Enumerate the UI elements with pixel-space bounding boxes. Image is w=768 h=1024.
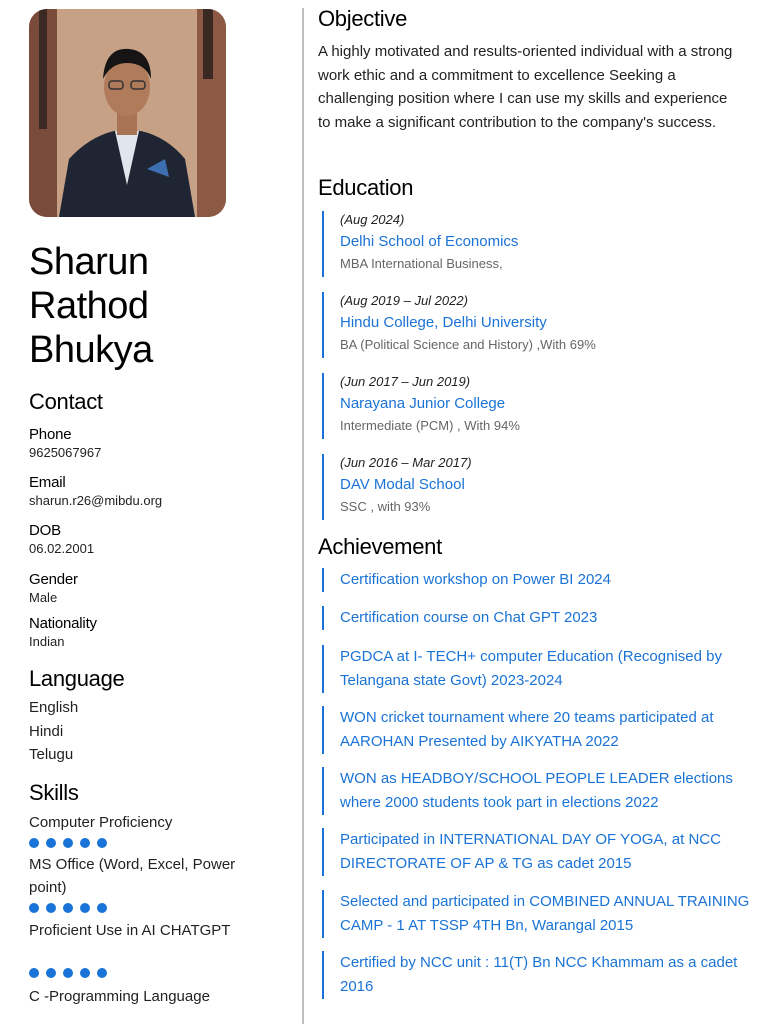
skills-heading: Skills [29, 780, 79, 805]
skill-rating [29, 903, 107, 913]
name-line-first: Sharun [29, 241, 149, 283]
rating-dot [80, 838, 90, 848]
skill-rating [29, 968, 107, 978]
contact-email [29, 474, 162, 508]
contact-label: Gender [29, 571, 78, 588]
education-institution: Hindu College, Delhi University [340, 314, 547, 331]
contact-nationality [29, 615, 97, 649]
rating-dot [97, 903, 107, 913]
language-list [29, 698, 78, 769]
education-date: (Aug 2019 – Jul 2022) [340, 293, 468, 308]
skill-name: MS Office (Word, Excel, Power point) [29, 856, 236, 896]
rating-dot [29, 838, 39, 848]
contact-label: Email [29, 474, 66, 491]
achievement-heading: Achievement [318, 534, 442, 559]
education-item [322, 292, 760, 358]
contact-dob [29, 522, 94, 556]
achievement-item: Certified by NCC unit : 11(T) Bn NCC Khammam as a cadet 2016 [322, 951, 760, 999]
rating-dot [63, 903, 73, 913]
contact-value: 06.02.2001 [29, 541, 95, 556]
education-institution: Delhi School of Economics [340, 233, 519, 250]
education-item [322, 211, 760, 277]
contact-label: Phone [29, 426, 72, 443]
rating-dot [63, 968, 73, 978]
rating-dot [46, 968, 56, 978]
education-institution: DAV Modal School [340, 476, 465, 493]
achievement-item: WON as HEADBOY/SCHOOL PEOPLE LEADER elections where 2000 students took part in elections 2022 [322, 767, 760, 815]
skill-name: C -Programming Language [29, 988, 210, 1005]
objective-heading: Objective [318, 6, 408, 31]
objective-text: A highly motivated and results-oriented individual with a strong work ethic and a commitment to excellence Seeking a challenging position where I can use my skills and experience to make a significant contribution to the company's success. [318, 43, 733, 131]
contact-value: 9625067967 [29, 445, 102, 460]
contact-phone [29, 426, 101, 460]
rating-dot [29, 903, 39, 913]
name-line-last: Bhukya [29, 329, 153, 371]
rating-dot [97, 968, 107, 978]
skill-name: Proficient Use in AI CHATGPT [29, 922, 231, 939]
education-date: (Aug 2024) [340, 212, 405, 227]
achievement-item: WON cricket tournament where 20 teams participated at AAROHAN Presented by AIKYATHA 2022 [322, 706, 760, 754]
profile-photo [29, 9, 226, 217]
education-degree: Intermediate (PCM) , With 94% [340, 418, 520, 433]
contact-label: DOB [29, 522, 61, 539]
full-name [29, 240, 153, 372]
contact-gender [29, 571, 78, 605]
education-date: (Jun 2016 – Mar 2017) [340, 455, 472, 470]
name-line-middle: Rathod [29, 285, 149, 327]
contact-value: Male [29, 590, 58, 605]
sidebar [0, 0, 300, 1024]
rating-dot [63, 838, 73, 848]
achievement-item: Participated in INTERNATIONAL DAY OF YOGA, at NCC DIRECTORATE OF AP & TG as cadet 2015 [322, 828, 760, 876]
achievement-item: Selected and participated in COMBINED ANNUAL TRAINING CAMP - 1 AT TSSP 4TH Bn, Warangal 2015 [322, 890, 760, 938]
education-item [322, 454, 760, 520]
language-item: Hindi [29, 722, 64, 740]
column-divider [302, 8, 304, 1024]
education-date: (Jun 2017 – Jun 2019) [340, 374, 471, 389]
education-institution: Narayana Junior College [340, 395, 506, 412]
achievement-item: PGDCA at I- TECH+ computer Education (Recognised by Telangana state Govt) 2023-2024 [322, 645, 760, 693]
rating-dot [46, 903, 56, 913]
contact-value: Indian [29, 634, 65, 649]
education-degree: BA (Political Science and History) ,With 69% [340, 337, 596, 352]
contact-label: Nationality [29, 615, 97, 632]
achievement-item: Certification course on Chat GPT 2023 [322, 606, 760, 630]
education-item [322, 373, 760, 439]
skill-rating [29, 838, 107, 848]
rating-dot [80, 903, 90, 913]
language-heading: Language [29, 666, 125, 691]
education-degree: MBA International Business, [340, 256, 503, 271]
education-degree: SSC , with 93% [340, 499, 431, 514]
language-item: Telugu [29, 746, 74, 763]
contact-heading: Contact [29, 389, 103, 414]
contact-value: sharun.r26@mibdu.org [29, 493, 163, 508]
rating-dot [29, 968, 39, 978]
language-item: English [29, 699, 79, 716]
rating-dot [80, 968, 90, 978]
main-content [318, 0, 748, 1024]
education-heading: Education [318, 175, 414, 200]
rating-dot [46, 838, 56, 848]
skill-name: Computer Proficiency [29, 814, 173, 831]
rating-dot [97, 838, 107, 848]
achievement-item: Certification workshop on Power BI 2024 [322, 568, 760, 592]
